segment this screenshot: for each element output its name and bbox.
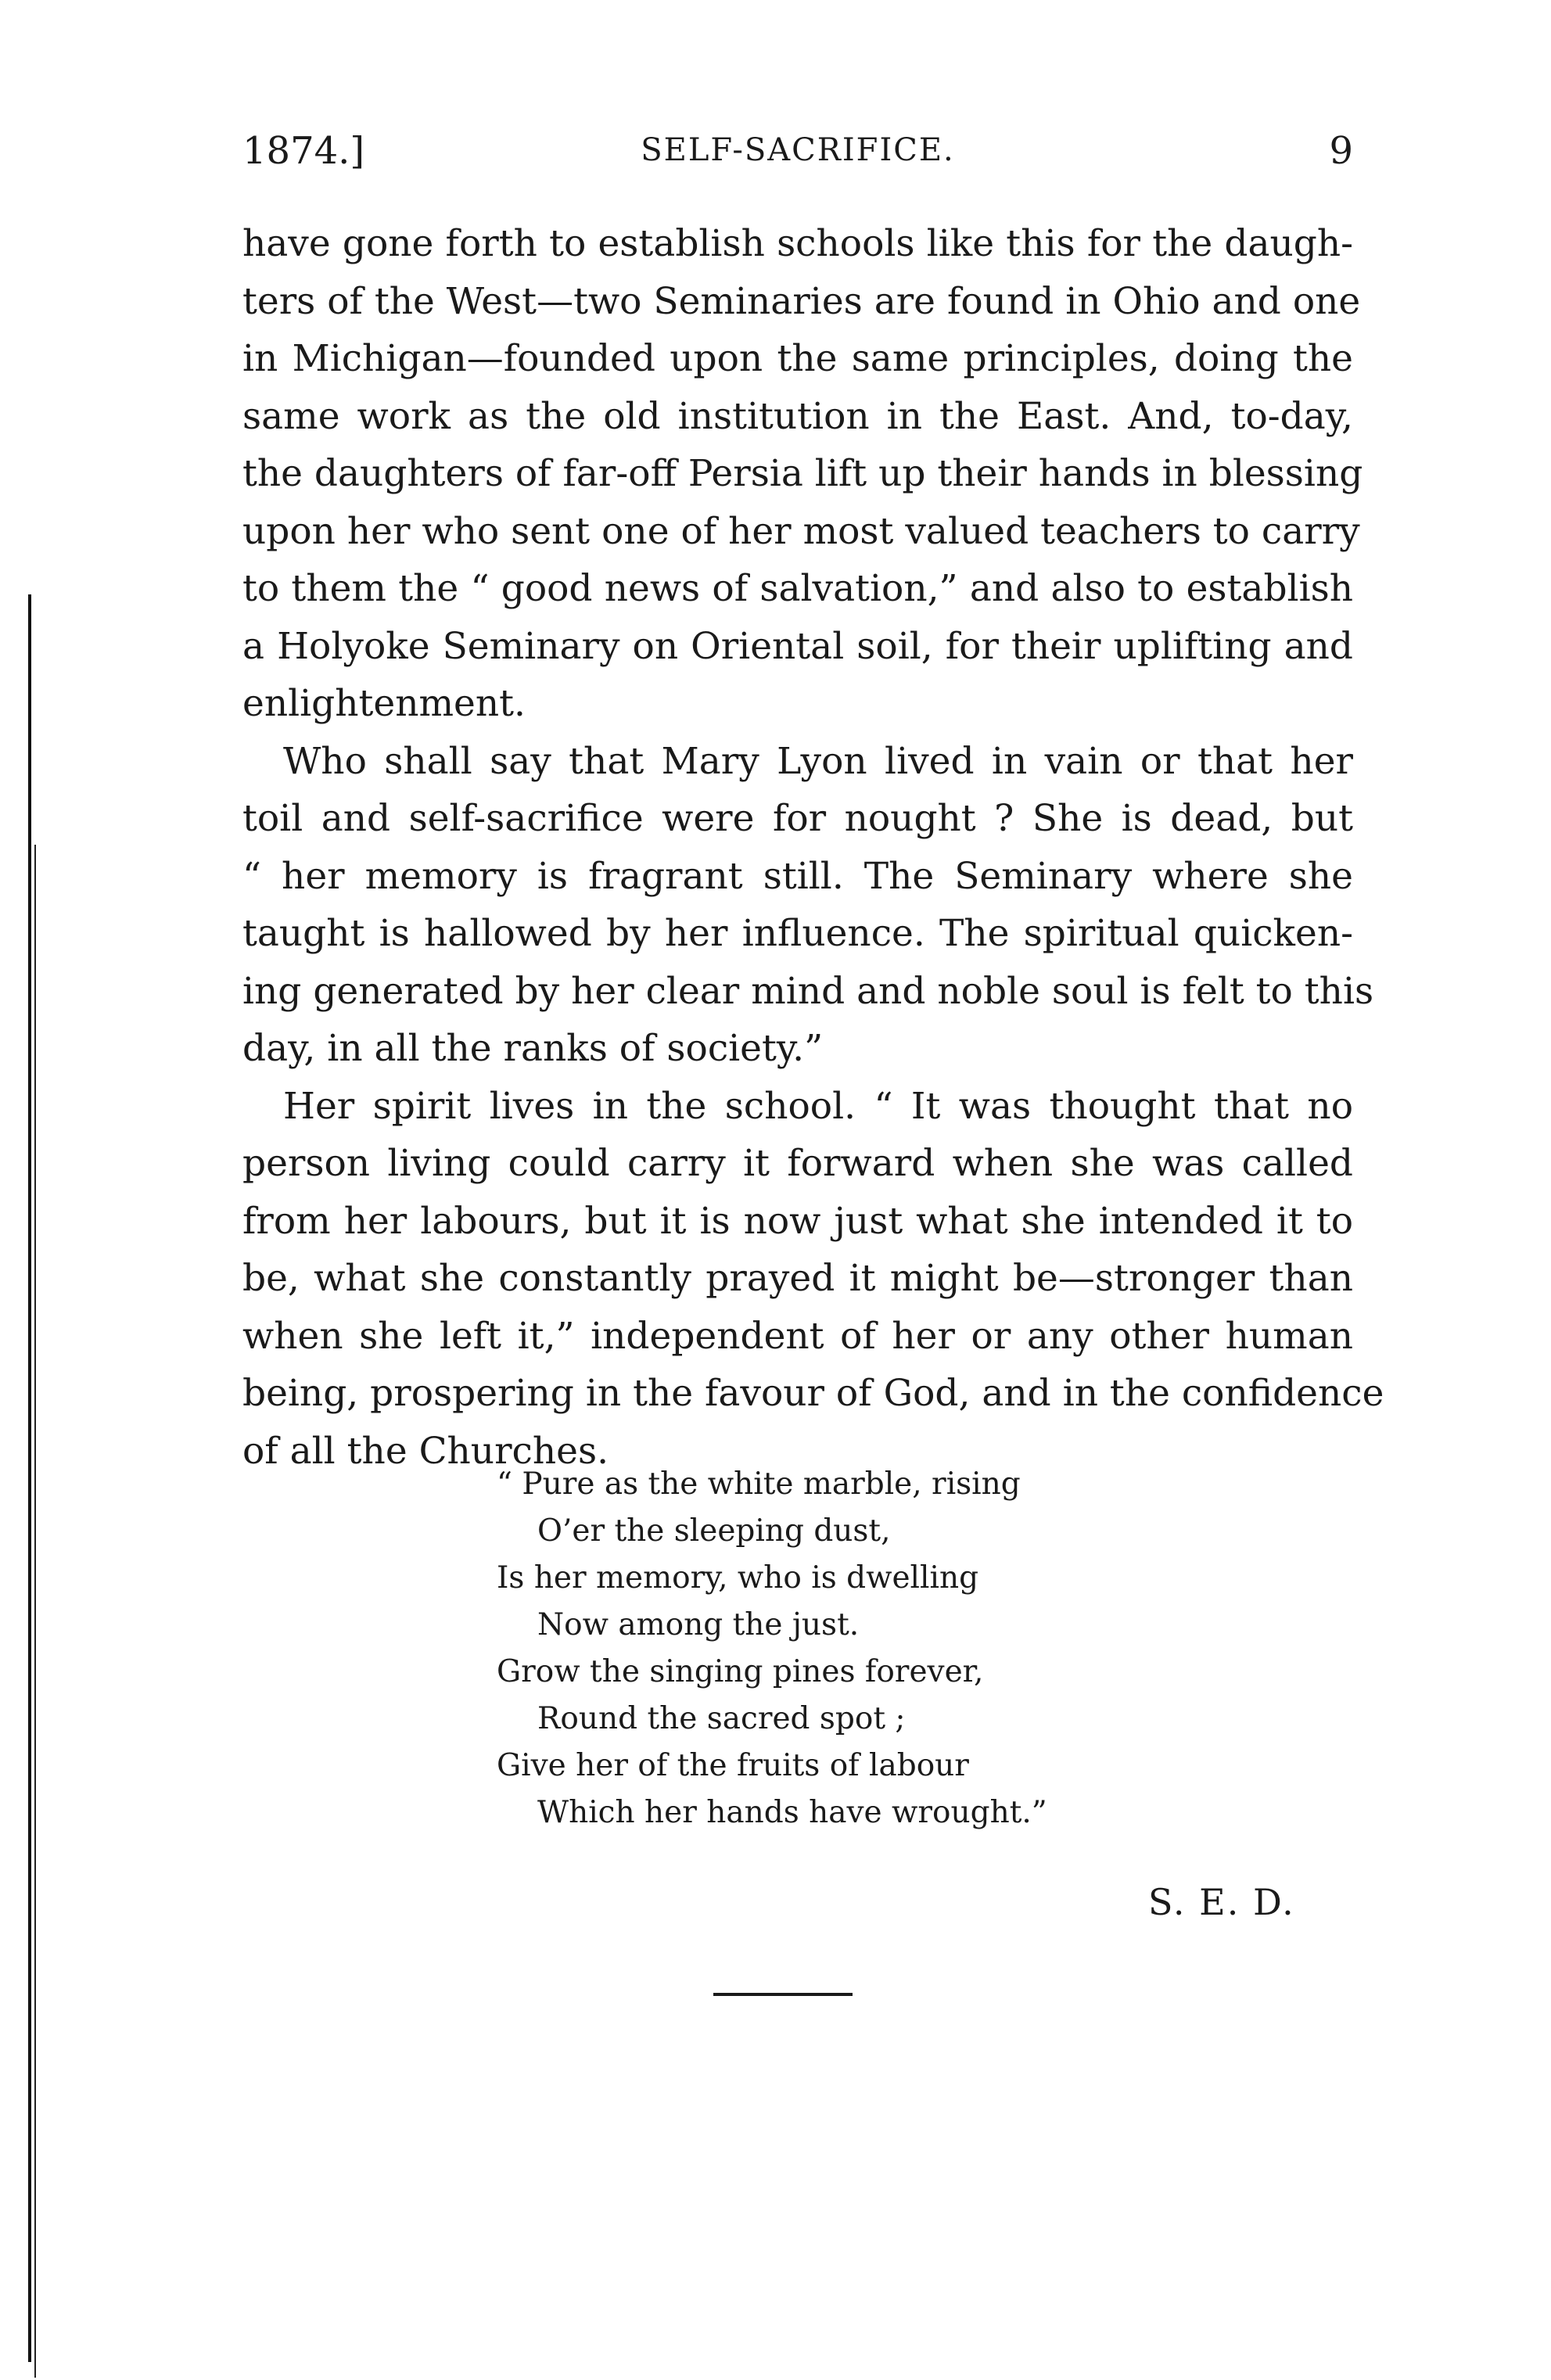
poem-line: O’er the sleeping dust, (537, 1513, 891, 1549)
running-title: SELF-SACRIFICE. (641, 132, 955, 168)
text-line: from her labours, but it is now just what she intended it to (242, 1199, 1353, 1243)
section-divider-rule (713, 1993, 853, 1996)
text-line: Her spirit lives in the school. “ It was thought that no (283, 1084, 1353, 1128)
page-number: 9 (1329, 129, 1353, 173)
text-line: ters of the West—two Seminaries are found in Ohio and one (242, 279, 1361, 323)
poem-line: Now among the just. (537, 1607, 860, 1642)
text-line: toil and self-sacrifice were for nought ? She is dead, but (242, 797, 1353, 840)
poem-line: Is her memory, who is dwelling (497, 1560, 979, 1596)
paragraph-2 (242, 733, 1374, 1078)
poem-line: Give her of the fruits of labour (497, 1748, 969, 1783)
text-line: have gone forth to establish schools like this for the daugh- (242, 222, 1353, 265)
text-line: person living could carry it forward when she was called (242, 1142, 1353, 1185)
text-line: of all the Churches. (242, 1429, 609, 1473)
text-line: same work as the old institution in the East. And, to-day, (242, 394, 1353, 438)
text-line: when she left it,” independent of her or any other human (242, 1314, 1353, 1358)
scan-edge-shadow-thin (34, 845, 36, 2378)
text-line: being, prospering in the favour of God, and in the confidence (242, 1372, 1384, 1415)
text-line: “ her memory is fragrant still. The Seminary where she (242, 854, 1353, 898)
text-line: ing generated by her clear mind and noble soul is felt to this (242, 969, 1374, 1013)
paragraph-1 (242, 215, 1363, 733)
text-line: upon her who sent one of her most valued teachers to carry (242, 509, 1360, 553)
text-line: to them the “ good news of salvation,” and also to establish (242, 567, 1353, 610)
poem-stanza (497, 1461, 1122, 1836)
text-line: be, what she constantly prayed it might be—stronger than (242, 1257, 1353, 1300)
text-line: enlightenment. (242, 682, 526, 725)
poem-line: Grow the singing pines forever, (497, 1654, 984, 1689)
text-line: day, in all the ranks of society.” (242, 1027, 824, 1070)
body-text (242, 215, 1384, 1480)
text-line: a Holyoke Seminary on Oriental soil, for their uplifting and (242, 624, 1353, 668)
text-line: the daughters of far-off Persia lift up their hands in blessing (242, 452, 1363, 495)
poem-line: “ Pure as the white marble, rising (497, 1466, 1021, 1502)
scan-edge-shadow (28, 594, 31, 2362)
text-line: in Michigan—founded upon the same principles, doing the (242, 337, 1353, 380)
poem-line: Round the sacred spot ; (537, 1701, 906, 1736)
page-header (242, 129, 1353, 184)
poem-line: Which her hands have wrought.” (537, 1795, 1047, 1830)
text-line: taught is hallowed by her influence. The spiritual quicken- (242, 912, 1353, 955)
paragraph-3 (242, 1078, 1384, 1481)
author-initials: S. E. D. (1148, 1881, 1295, 1923)
text-line: Who shall say that Mary Lyon lived in vain or that her (283, 739, 1353, 783)
header-year: 1874.] (242, 129, 365, 173)
